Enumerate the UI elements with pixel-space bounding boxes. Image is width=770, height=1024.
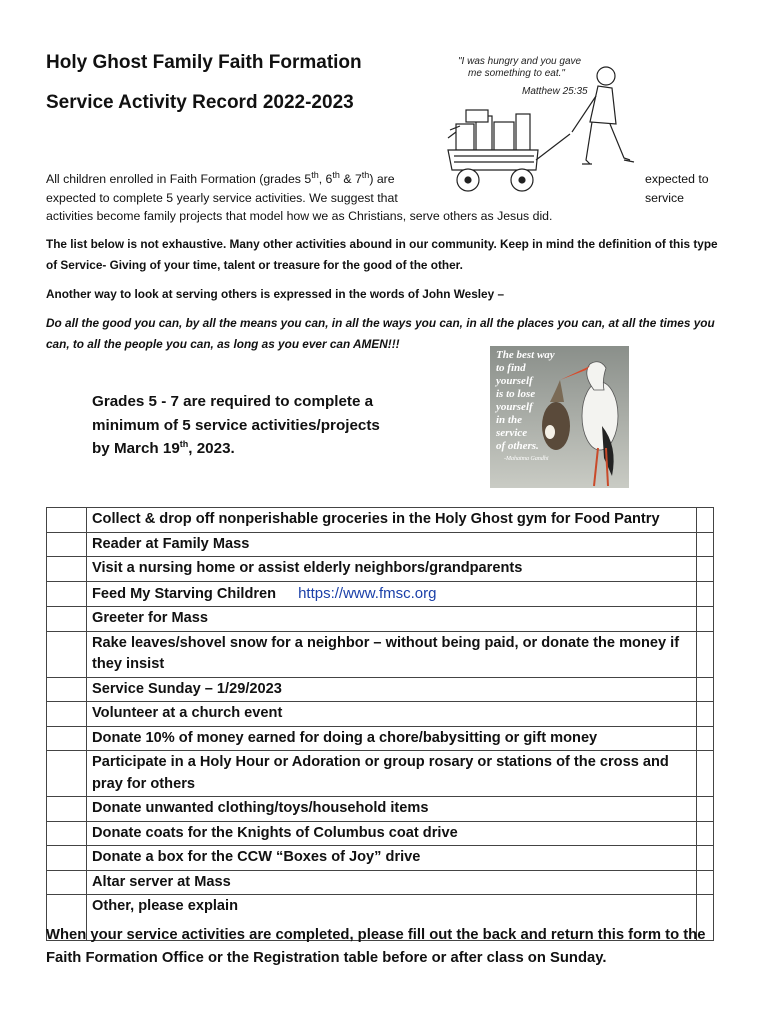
checkbox-cell[interactable] xyxy=(47,607,87,632)
stork-attribution: -Mahatma Gandhi xyxy=(504,456,549,462)
checkbox-cell[interactable] xyxy=(697,751,714,797)
checkbox-cell[interactable] xyxy=(47,751,87,797)
checkbox-cell[interactable] xyxy=(47,581,87,607)
wesley-quote: Do all the good you can, by all the means you can, in all the ways you can, in all the places you can, at all the times you can, to all the people you can, as long as you ever can AMEN!!! xyxy=(46,316,715,351)
activity-label: Participate in a Holy Hour or Adoration or group rosary or stations of the cross and pray for others xyxy=(87,751,697,797)
quote-line-2: me something to eat." xyxy=(468,68,565,79)
table-row xyxy=(47,797,714,822)
checkbox-cell[interactable] xyxy=(47,677,87,702)
table-row xyxy=(47,726,714,751)
intro-line-3: activities become family projects that model how we as Christians, serve others as Jesus did. xyxy=(46,209,553,223)
checkbox-cell[interactable] xyxy=(47,821,87,846)
activity-label: Donate a box for the CCW “Boxes of Joy” drive xyxy=(87,846,697,871)
checkbox-cell[interactable] xyxy=(697,557,714,582)
activity-label: Rake leaves/shovel snow for a neighbor – without being paid, or donate the money if they insist xyxy=(87,631,697,677)
checkbox-cell[interactable] xyxy=(697,677,714,702)
stork-image xyxy=(490,346,629,488)
activity-label: Service Sunday – 1/29/2023 xyxy=(87,677,697,702)
checkbox-cell[interactable] xyxy=(47,797,87,822)
activity-label: Collect & drop off nonperishable groceries in the Holy Ghost gym for Food Pantry xyxy=(87,508,697,533)
activity-label: Other, please explain xyxy=(87,895,697,941)
activity-label: Altar server at Mass xyxy=(87,870,697,895)
checkbox-cell[interactable] xyxy=(47,726,87,751)
checkbox-cell[interactable] xyxy=(697,508,714,533)
table-row xyxy=(47,532,714,557)
fmsc-link[interactable]: https://www.fmsc.org xyxy=(298,584,437,602)
intro-line-1-right: expected to xyxy=(645,172,709,186)
table-row xyxy=(47,557,714,582)
footer-instructions: When your service activities are completed, please fill out the back and return this form to the Faith Formation Office or the Registration table before or after class on Sunday. xyxy=(46,927,706,966)
activity-label: Feed My Starving Children https://www.fmsc.org xyxy=(87,581,697,607)
table-row xyxy=(47,846,714,871)
table-row xyxy=(47,677,714,702)
checkbox-cell[interactable] xyxy=(47,631,87,677)
table-row xyxy=(47,821,714,846)
checkbox-cell[interactable] xyxy=(47,557,87,582)
activity-label: Reader at Family Mass xyxy=(87,532,697,557)
checkbox-cell[interactable] xyxy=(47,508,87,533)
list-note: The list below is not exhaustive. Many other activities abound in our community. Keep in mind the definition of this type of Service- Giving of your time, talent or treasure for the good of the other. xyxy=(46,237,718,272)
checkbox-cell[interactable] xyxy=(697,846,714,871)
checkbox-cell[interactable] xyxy=(47,532,87,557)
table-row xyxy=(47,751,714,797)
intro-line-1: All children enrolled in Faith Formation (grades 5th, 6th & 7th) are xyxy=(46,169,395,186)
wagon-drawing xyxy=(440,52,680,194)
intro-line-2: expected to complete 5 yearly service activities. We suggest that xyxy=(46,191,398,205)
checkbox-cell[interactable] xyxy=(697,581,714,607)
intro-line-2-right: service xyxy=(645,191,684,205)
checkbox-cell[interactable] xyxy=(697,726,714,751)
checkbox-cell[interactable] xyxy=(697,870,714,895)
checkbox-cell[interactable] xyxy=(697,702,714,727)
quote-line-1: "I was hungry and you gave xyxy=(458,56,582,67)
checkbox-cell[interactable] xyxy=(47,870,87,895)
activity-label: Greeter for Mass xyxy=(87,607,697,632)
table-row xyxy=(47,702,714,727)
checkbox-cell[interactable] xyxy=(697,631,714,677)
activity-label: Donate 10% of money earned for doing a chore/babysitting or gift money xyxy=(87,726,697,751)
page-subtitle: Service Activity Record 2022-2023 xyxy=(46,92,354,113)
page-title: Holy Ghost Family Faith Formation xyxy=(46,52,362,73)
table-row xyxy=(47,870,714,895)
activity-label: Visit a nursing home or assist elderly neighbors/grandparents xyxy=(87,557,697,582)
wagon-illustration xyxy=(440,52,680,194)
table-row xyxy=(47,631,714,677)
checkbox-cell[interactable] xyxy=(697,607,714,632)
checkbox-cell[interactable] xyxy=(47,702,87,727)
stork-caption: The best way to find yourself is to lose yourself in the service of others. xyxy=(496,349,555,452)
checkbox-cell[interactable] xyxy=(47,846,87,871)
activity-label: Donate unwanted clothing/toys/household items xyxy=(87,797,697,822)
checkbox-cell[interactable] xyxy=(697,821,714,846)
wesley-intro: Another way to look at serving others is expressed in the words of John Wesley – xyxy=(46,287,505,301)
stork-picture xyxy=(490,346,629,488)
activities-table xyxy=(46,507,714,941)
checkbox-cell[interactable] xyxy=(697,532,714,557)
quote-reference: Matthew 25:35 xyxy=(522,86,588,97)
table-row xyxy=(47,508,714,533)
activity-label: Volunteer at a church event xyxy=(87,702,697,727)
requirement-text: Grades 5 - 7 are required to complete a minimum of 5 service activities/projects by March 19th, 2023. xyxy=(92,393,380,457)
table-row xyxy=(47,607,714,632)
checkbox-cell[interactable] xyxy=(697,797,714,822)
table-row xyxy=(47,581,714,607)
activity-label: Donate coats for the Knights of Columbus coat drive xyxy=(87,821,697,846)
